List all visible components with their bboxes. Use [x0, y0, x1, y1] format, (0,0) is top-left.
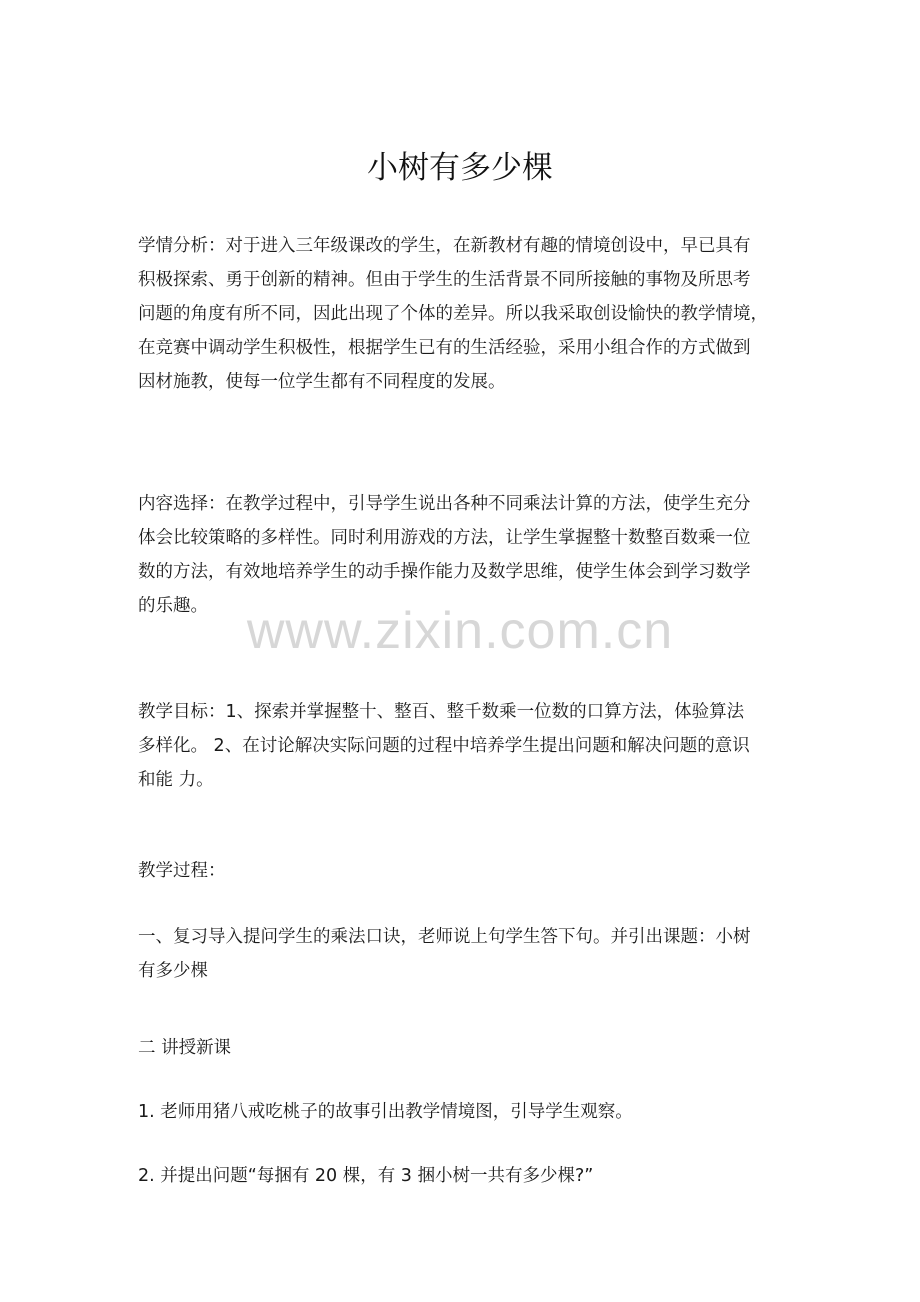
paragraph-line: 有多少棵 [138, 961, 208, 981]
paragraph-line: 因材施教，使每一位学生都有不同程度的发展。 [138, 372, 506, 392]
document-title: 小树有多少棵 [367, 150, 553, 186]
paragraph-line: 一、复习导入提问学生的乘法口诀，老师说上句学生答下句。并引出课题：小树 [138, 927, 751, 947]
paragraph-line: 学情分析：对于进入三年级课改的学生，在新教材有趣的情境创设中，早已具有 [138, 236, 751, 256]
paragraph-step-1 [138, 1095, 786, 1129]
paragraph-line: 多样化。 2、在讨论解决实际问题的过程中培养学生提出问题和解决问题的意识 [138, 736, 750, 756]
paragraph-line: 1. 老师用猪八戒吃桃子的故事引出教学情境图，引导学生观察。 [138, 1102, 633, 1122]
paragraph-line: 的乐趣。 [138, 596, 208, 616]
paragraph-line: 教学过程： [138, 861, 226, 881]
watermark-text: www.zixin.com.cn [246, 602, 674, 660]
paragraph-teaching-process-heading [138, 854, 786, 888]
paragraph-line: 教学目标：1、探索并掌握整十、整百、整千数乘一位数的口算方法，体验算法 [138, 702, 745, 722]
paragraph-line: 和能 力。 [138, 770, 214, 790]
paragraph-review-intro [138, 920, 786, 988]
paragraph-line: 二 讲授新课 [138, 1038, 232, 1058]
paragraph-line: 问题的角度有所不同，因此出现了个体的差异。所以我采取创设愉快的教学情境， [138, 304, 768, 324]
paragraph-teaching-goals [138, 695, 786, 797]
paragraph-line: 积极探索、勇于创新的精神。但由于学生的生活背景不同所接触的事物及所思考 [138, 270, 751, 290]
paragraph-line: 2. 并提出问题“每捆有 20 棵，有 3 捆小树一共有多少棵?” [138, 1166, 594, 1186]
paragraph-new-lesson-heading [138, 1031, 786, 1065]
paragraph-line: 体会比较策略的多样性。同时利用游戏的方法，让学生掌握整十数整百数乘一位 [138, 528, 751, 548]
paragraph-learning-analysis [138, 229, 786, 399]
paragraph-line: 内容选择：在教学过程中，引导学生说出各种不同乘法计算的方法，使学生充分 [138, 494, 751, 514]
paragraph-step-2 [138, 1159, 786, 1193]
paragraph-line: 在竞赛中调动学生积极性，根据学生已有的生活经验，采用小组合作的方式做到 [138, 338, 751, 358]
paragraph-line: 数的方法，有效地培养学生的动手操作能力及数学思维，使学生体会到学习数学 [138, 562, 751, 582]
paragraph-content-selection [138, 487, 786, 623]
